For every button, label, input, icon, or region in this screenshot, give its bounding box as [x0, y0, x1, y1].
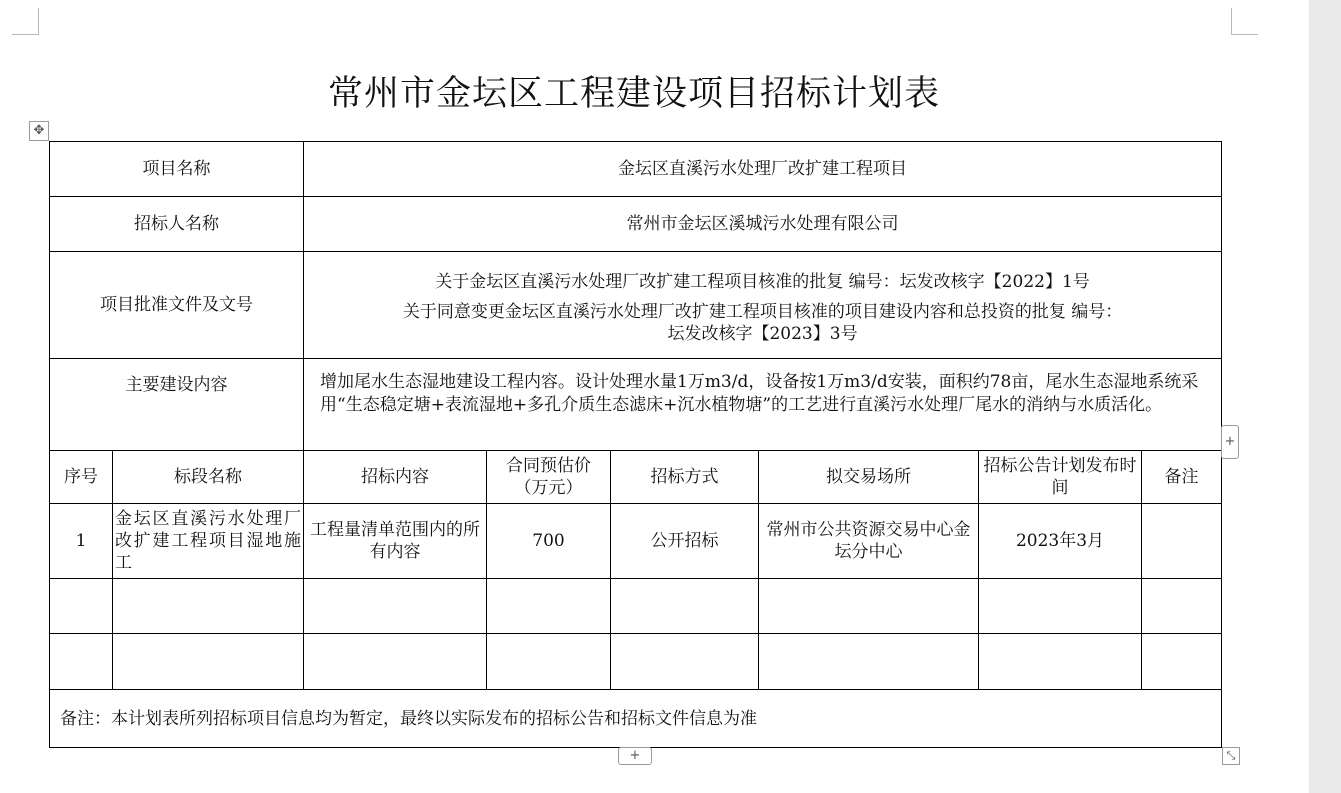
approval-docs-cell[interactable] — [304, 252, 1222, 359]
header-section-name: 标段名称 — [113, 451, 304, 504]
header-estimated-price: 合同预估价（万元） — [487, 451, 611, 504]
project-name-row — [50, 142, 1222, 197]
page-corner-mark-top-left — [12, 8, 39, 35]
project-name-value[interactable]: 金坛区直溪污水处理厂改扩建工程项目 — [304, 142, 1222, 197]
cell-content[interactable]: 工程量清单范围内的所有内容 — [304, 504, 487, 579]
cell-publish-time[interactable]: 2023年3月 — [979, 504, 1142, 579]
cell-content[interactable] — [304, 634, 487, 690]
tenderer-row — [50, 197, 1222, 252]
cell-remark[interactable] — [1142, 634, 1222, 690]
tender-plan-table — [49, 141, 1222, 748]
cell-section-name[interactable] — [113, 579, 304, 634]
table-header-row — [50, 451, 1222, 504]
table-row — [50, 504, 1222, 579]
content-row — [50, 359, 1222, 451]
cell-section-name[interactable] — [113, 634, 304, 690]
page-corner-mark-top-right — [1231, 8, 1258, 35]
cell-remark[interactable] — [1142, 579, 1222, 634]
cell-method[interactable]: 公开招标 — [611, 504, 759, 579]
header-publish-time: 招标公告计划发布时间 — [979, 451, 1142, 504]
table-resize-icon[interactable]: ⤡ — [1222, 747, 1240, 765]
cell-method[interactable] — [611, 634, 759, 690]
header-index: 序号 — [50, 451, 113, 504]
remark-text[interactable]: 备注：本计划表所列招标项目信息均为暂定，最终以实际发布的招标公告和招标文件信息为准 — [50, 690, 1222, 748]
header-content: 招标内容 — [304, 451, 487, 504]
cell-publish-time[interactable] — [979, 634, 1142, 690]
tenderer-value[interactable]: 常州市金坛区溪城污水处理有限公司 — [304, 197, 1222, 252]
cell-publish-time[interactable] — [979, 579, 1142, 634]
header-remark: 备注 — [1142, 451, 1222, 504]
tenderer-label: 招标人名称 — [50, 197, 304, 252]
cell-content[interactable] — [304, 579, 487, 634]
add-row-button[interactable]: + — [618, 747, 652, 765]
header-method: 招标方式 — [611, 451, 759, 504]
content-value[interactable]: 增加尾水生态湿地建设工程内容。设计处理水量1万m3/d，设备按1万m3/d安装，面积约78亩，尾水生态湿地系统采用“生态稳定塘+表流湿地+多孔介质生态滤床+沉水植物塘”的工艺进行直溪污水处理厂尾水的消纳与水质活化。 — [304, 359, 1222, 451]
cell-method[interactable] — [611, 579, 759, 634]
cell-venue[interactable]: 常州市公共资源交易中心金坛分中心 — [759, 504, 979, 579]
remark-row — [50, 690, 1222, 748]
add-column-button[interactable]: + — [1221, 425, 1239, 459]
cell-remark[interactable] — [1142, 504, 1222, 579]
cell-section-name[interactable]: 金坛区直溪污水处理厂改扩建工程项目湿地施工 — [113, 504, 304, 579]
cell-venue[interactable] — [759, 579, 979, 634]
header-venue: 拟交易场所 — [759, 451, 979, 504]
approval-doc-1: 关于金坛区直溪污水处理厂改扩建工程项目核准的批复 编号：坛发改核字【2022】1号 — [435, 272, 1090, 292]
cell-estimated-price[interactable] — [487, 634, 611, 690]
table-row — [50, 634, 1222, 690]
document-title: 常州市金坛区工程建设项目招标计划表 — [327, 74, 940, 114]
cell-estimated-price[interactable]: 700 — [487, 504, 611, 579]
approval-label: 项目批准文件及文号 — [50, 252, 304, 359]
cell-index[interactable] — [50, 634, 113, 690]
cell-venue[interactable] — [759, 634, 979, 690]
table-row — [50, 579, 1222, 634]
table-move-handle-icon[interactable]: ✥ — [29, 121, 49, 141]
approval-row — [50, 252, 1222, 359]
right-scroll-gutter[interactable] — [1309, 0, 1341, 793]
project-name-label: 项目名称 — [50, 142, 304, 197]
cell-index[interactable] — [50, 579, 113, 634]
cell-index[interactable]: 1 — [50, 504, 113, 579]
approval-doc-2: 关于同意变更金坛区直溪污水处理厂改扩建工程项目核准的项目建设内容和总投资的批复 编号：坛发改核字【2023】3号 — [402, 302, 1123, 344]
content-label: 主要建设内容 — [50, 359, 304, 451]
cell-estimated-price[interactable] — [487, 579, 611, 634]
